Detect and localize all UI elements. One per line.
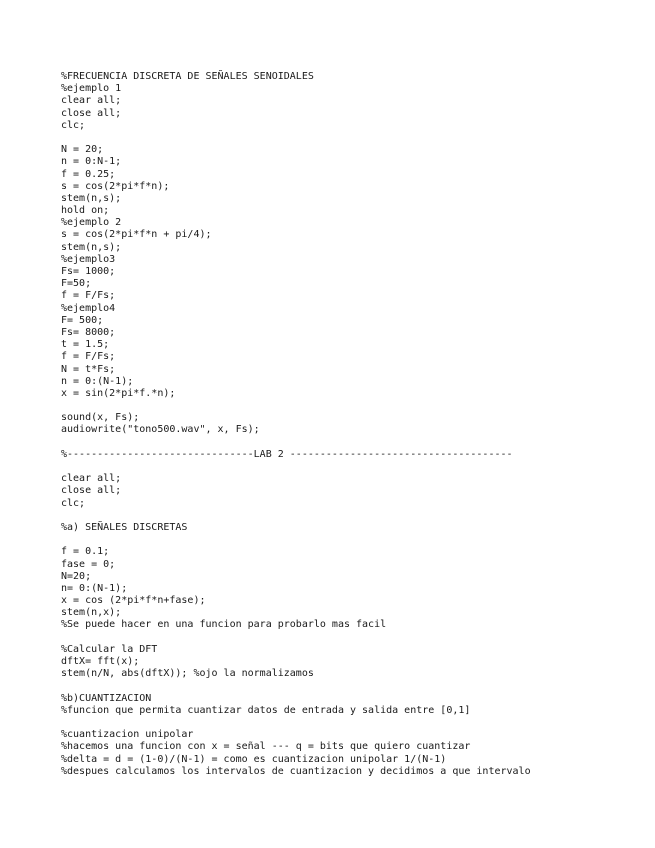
code-line: %despues calculamos los intervalos de cuantizacion y decidimos a que intervalo <box>61 765 531 777</box>
code-line: %b)CUANTIZACION <box>61 692 152 704</box>
code-line: hold on; <box>61 205 110 217</box>
code-line: stem(n/N, abs(dftX)); %ojo la normalizamos <box>61 668 314 680</box>
code-line: %cuantizacion unipolar <box>61 729 194 741</box>
code-line: dftX= fft(x); <box>61 656 140 667</box>
code-line: %Se puede hacer en una funcion para probarlo mas facil <box>61 619 387 631</box>
code-line: f = F/Fs; <box>61 290 116 302</box>
code-line: stem(n,s); <box>61 241 122 253</box>
code-line <box>61 437 641 449</box>
code-line: N=20; <box>61 570 92 582</box>
code-line: %a) SEÑALES DISCRETAS <box>61 521 188 533</box>
code-line: x = sin(2*pi*f.*n); <box>61 387 176 399</box>
code-line <box>61 400 641 412</box>
code-line: %-------------------------------LAB 2 ------------------------------------- <box>61 448 513 460</box>
code-line: %ejemplo 1 <box>61 83 122 95</box>
code-line: audiowrite("tono500.wav", x, Fs); <box>61 424 260 436</box>
code-line: clear all; <box>61 473 122 485</box>
code-line: f = F/Fs; <box>61 351 116 363</box>
code-line: clear all; <box>61 95 122 107</box>
code-line: s = cos(2*pi*f*n); <box>61 180 170 192</box>
code-line: n = 0:N-1; <box>61 156 122 168</box>
code-line <box>61 632 641 644</box>
code-line: N = t*Fs; <box>61 363 116 375</box>
code-line: s = cos(2*pi*f*n + pi/4); <box>61 229 212 241</box>
code-line: %ejemplo3 <box>61 253 116 265</box>
code-line: N = 20; <box>61 144 104 156</box>
code-line: %ejemplo4 <box>61 302 116 314</box>
code-line: f = 0.25; <box>61 168 116 180</box>
code-line: %funcion que permita cuantizar datos de entrada y salida entre [0,1] <box>61 704 471 716</box>
code-line: F= 500; <box>61 314 104 326</box>
code-line: close all; <box>61 485 122 497</box>
code-line <box>61 717 641 729</box>
code-line: %delta = d = (1-0)/(N-1) = como es cuantizacion unipolar 1/(N-1) <box>61 753 447 765</box>
code-line: fase = 0; <box>61 558 116 570</box>
code-line: F=50; <box>61 278 92 290</box>
code-line <box>61 680 641 692</box>
code-line: %hacemos una funcion con x = señal --- q = bits que quiero cuantizar <box>61 741 471 753</box>
code-line: Fs= 8000; <box>61 326 116 338</box>
code-line: close all; <box>61 107 122 119</box>
code-line: n = 0:(N-1); <box>61 375 134 387</box>
code-line <box>61 534 641 546</box>
code-listing <box>61 71 641 778</box>
code-line: clc; <box>61 119 86 131</box>
code-line: clc; <box>61 497 86 509</box>
code-line <box>61 461 641 473</box>
code-line: stem(n,s); <box>61 192 122 204</box>
code-line: stem(n,x); <box>61 607 122 619</box>
code-line: t = 1.5; <box>61 339 110 351</box>
code-line: %Calcular la DFT <box>61 643 158 655</box>
code-line: Fs= 1000; <box>61 266 116 277</box>
code-line: n= 0:(N-1); <box>61 582 128 594</box>
code-line: %ejemplo 2 <box>61 217 122 229</box>
code-line: sound(x, Fs); <box>61 412 140 424</box>
code-line <box>61 510 641 522</box>
code-line: x = cos (2*pi*f*n+fase); <box>61 595 206 607</box>
code-line: f = 0.1; <box>61 546 110 558</box>
code-line: %FRECUENCIA DISCRETA DE SEÑALES SENOIDALES <box>61 71 314 82</box>
code-line <box>61 132 641 144</box>
